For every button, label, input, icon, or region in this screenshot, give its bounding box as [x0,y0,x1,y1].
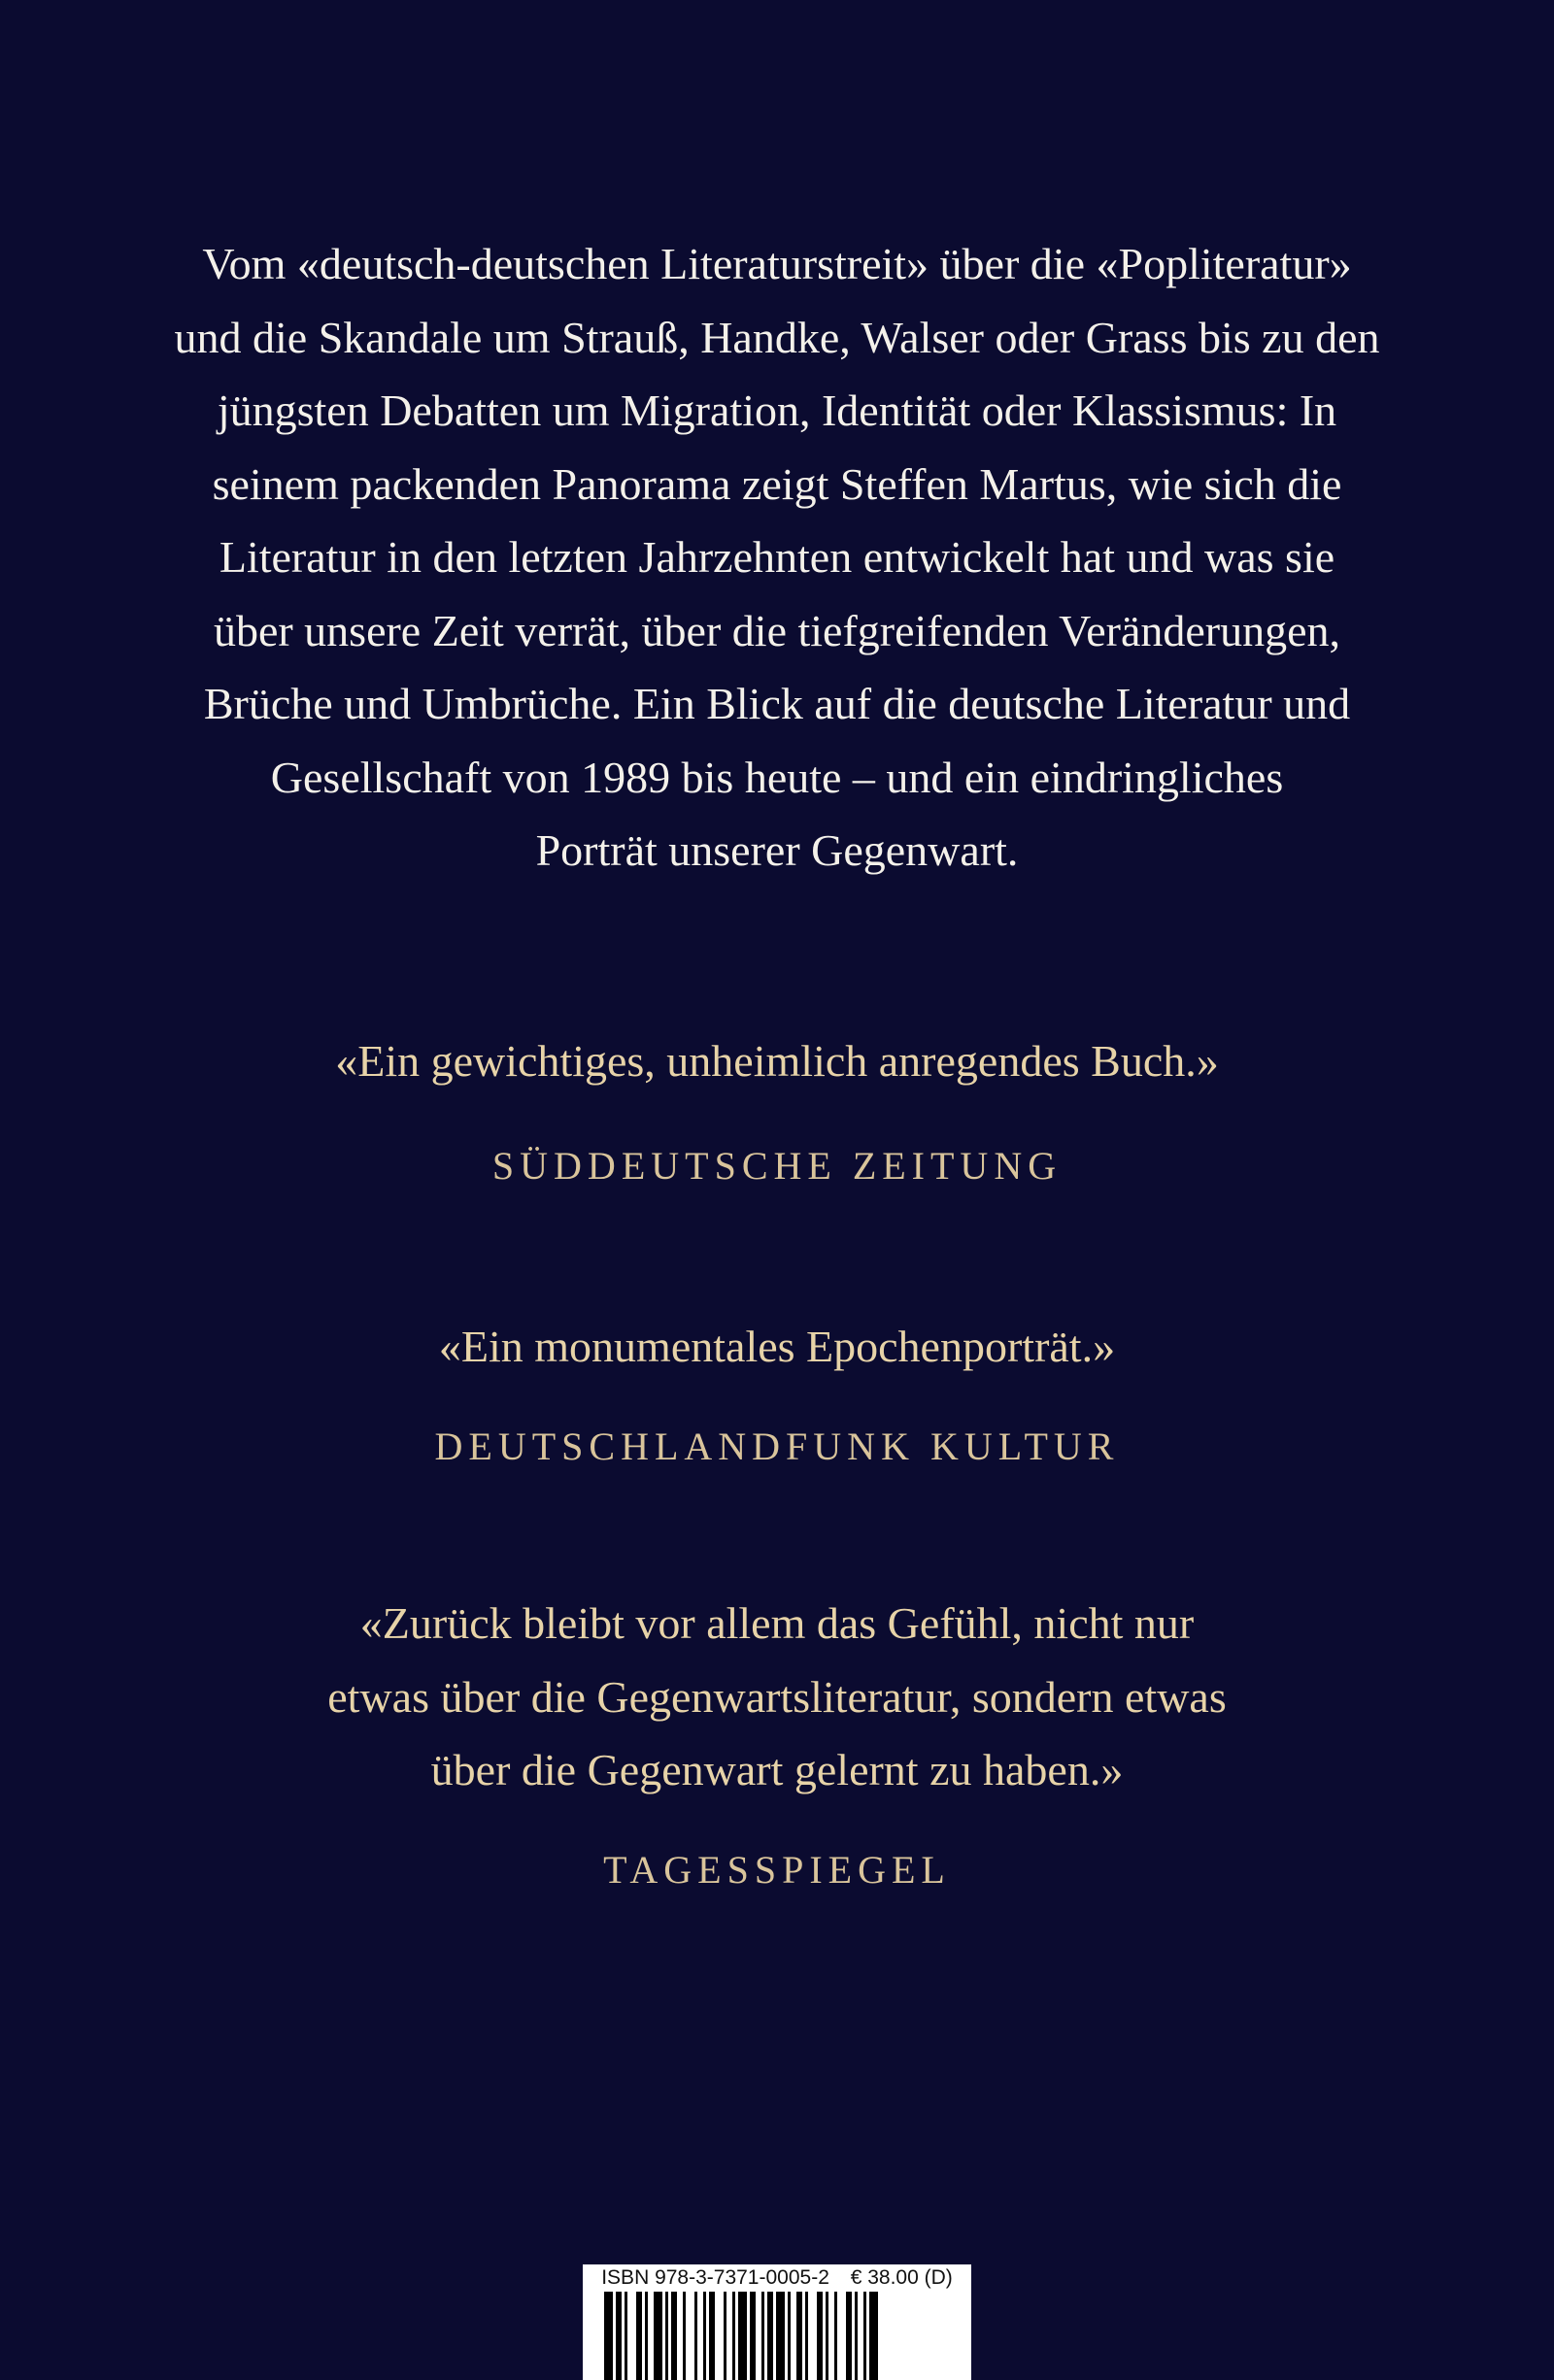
review-source-sz: SÜDDEUTSCHE ZEITUNG [491,1144,1063,1188]
barcode-bar [683,2292,686,2380]
barcode-bar [703,2292,706,2380]
barcode-bar [694,2292,697,2380]
barcode-bar [671,2292,677,2380]
barcode-bar [817,2292,823,2380]
barcode-bar [846,2292,852,2380]
barcode-bar [732,2292,735,2380]
blurb-line: Brüche und Umbrüche. Ein Blick auf die deutsche Literatur und [203,679,1351,728]
quote-line: etwas über die Gegenwartsliteratur, sondern etwas [327,1671,1227,1722]
barcode-bar [654,2292,662,2380]
barcode-bar [855,2292,858,2380]
barcode-bar [869,2292,878,2380]
blurb-line: Literatur in den letzten Jahrzehnten entwickelt hat und was sie [219,532,1335,582]
quote-line: über die Gegenwart gelernt zu haben.» [430,1745,1124,1794]
isbn-number: ISBN 978-3-7371-0005-2 [601,2266,829,2289]
blurb-line: über unsere Zeit verrät, über die tiefgreifenden Veränderungen, [213,605,1341,655]
review-quote-sz [0,1024,1554,1098]
barcode-bar [750,2292,756,2380]
barcode-bar [636,2292,642,2380]
review-source-tagesspiegel: TAGESSPIEGEL [603,1848,951,1892]
barcode-bar [645,2292,648,2380]
barcode-bar [724,2292,726,2380]
barcode-graphic [583,2292,971,2380]
barcode-bar [805,2292,808,2380]
barcode-bar [709,2292,715,2380]
barcode-bar [796,2292,802,2380]
review-source-dlf: DEUTSCHLANDFUNK KULTUR [434,1425,1120,1468]
barcode-bar [616,2292,622,2380]
blurb-line: Vom «deutsch-deutschen Literaturstreit» über die «Popliteratur» [202,239,1352,288]
quote-line: «Ein monumentales Epochenporträt.» [438,1322,1116,1371]
barcode-bar [776,2292,785,2380]
blurb-line: seinem packenden Panorama zeigt Steffen Martus, wie sich die [212,458,1342,509]
blurb-line: Gesellschaft von 1989 bis heute – und ein eindringliches [270,752,1284,802]
barcode-bar [834,2292,837,2380]
barcode-bar [761,2292,764,2380]
barcode [583,2292,971,2380]
review-quote-dlf [0,1310,1554,1384]
quote-line: «Ein gewichtiges, unheimlich anregendes Buch.» [335,1036,1219,1086]
barcode-bar [625,2292,627,2380]
book-blurb [97,227,1457,888]
barcode-bar [604,2292,613,2380]
barcode-bar [863,2292,866,2380]
blurb-line: und die Skandale um Strauß, Handke, Walser oder Grass bis zu den [174,312,1380,362]
barcode-bar [665,2292,668,2380]
barcode-bar [826,2292,828,2380]
review-quote-tagesspiegel [0,1587,1554,1807]
blurb-line: Porträt unserer Gegenwart. [535,825,1019,875]
barcode-bar [767,2292,773,2380]
quote-line: «Zurück bleibt vor allem das Gefühl, nicht nur [359,1598,1195,1648]
isbn-label [583,2264,971,2292]
blurb-line: jüngsten Debatten um Migration, Identität oder Klassismus: In [217,385,1337,435]
barcode-bar [738,2292,747,2380]
price-label: € 38.00 (D) [850,2266,953,2289]
barcode-bar [788,2292,791,2380]
